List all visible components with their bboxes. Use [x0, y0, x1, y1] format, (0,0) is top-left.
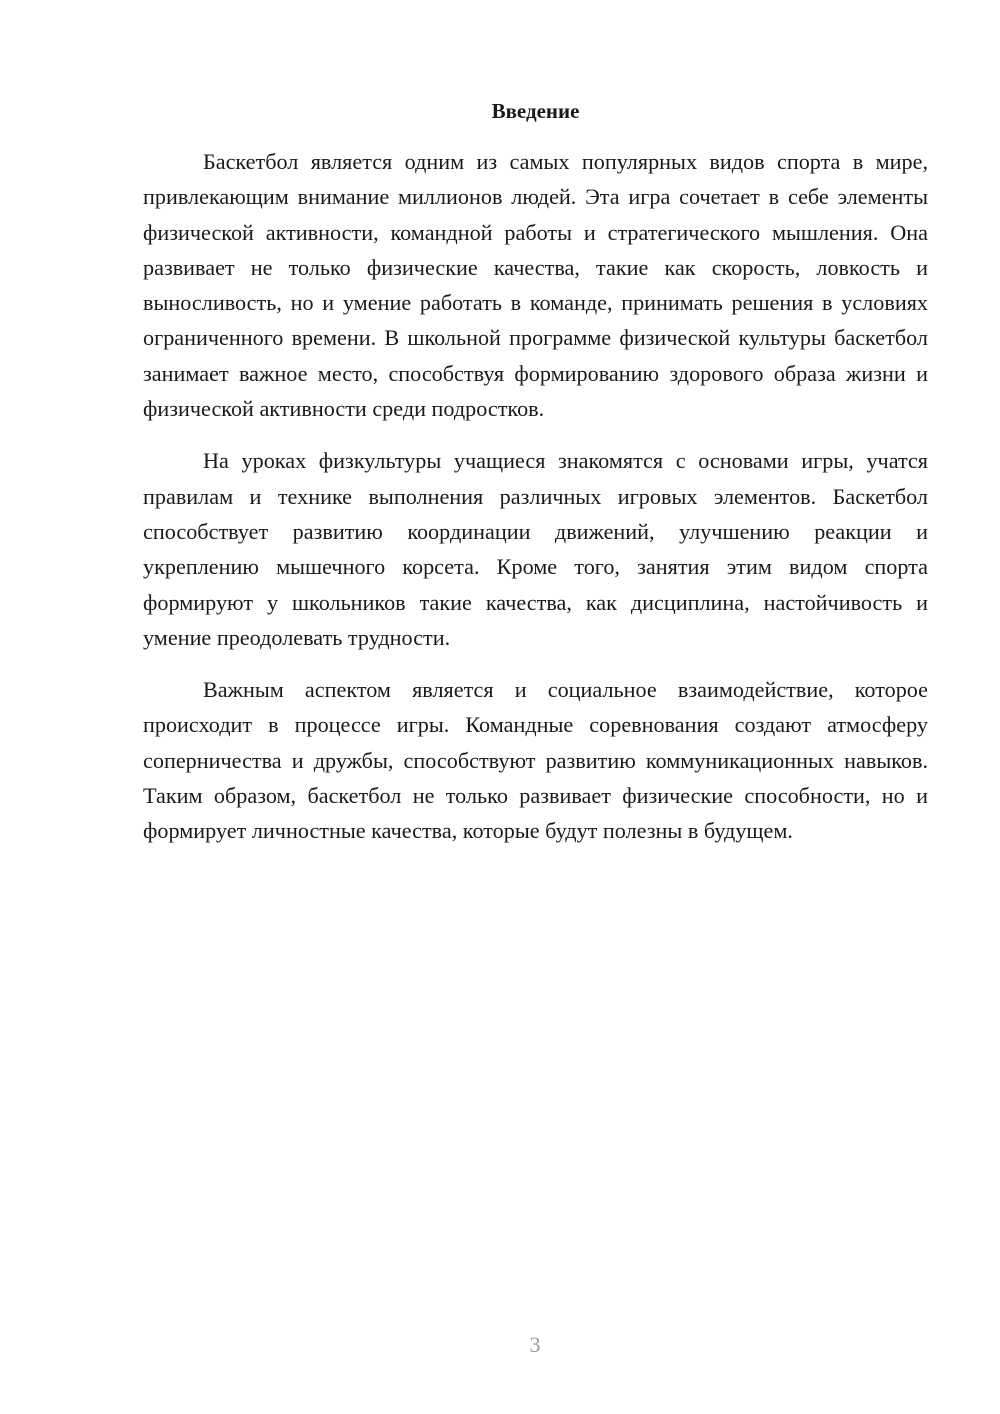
paragraph-2: На уроках физкультуры учащиеся знакомятся с основами игры, учатся правилам и технике выполнения различных игровых элементов. Баскетбол способствует развитию координации движений, улучшению реакции и укреплению мышечного корсета. Кроме того, занятия этим видом спорта формируют у школьников такие качества, как дисциплина, настойчивость и умение преодолевать трудности.: [143, 448, 928, 650]
section-heading: Введение: [491, 99, 580, 123]
page-number: 3: [529, 1332, 541, 1357]
page-content: [143, 96, 928, 849]
paragraph-1: Баскетбол является одним из самых популярных видов спорта в мире, привлекающим внимание миллионов людей. Эта игра сочетает в себе элементы физической активности, командной работы и стратегического мышления. Она развивает не только физические качества, такие как скорость, ловкость и выносливость, но и умение работать в команде, принимать решения в условиях ограниченного времени. В школьной программе физической культуры баскетбол занимает важное место, способствуя формированию здорового образа жизни и физической активности среди подростков.: [143, 149, 928, 422]
paragraph-3: Важным аспектом является и социальное взаимодействие, которое происходит в процессе игры. Командные соревнования создают атмосферу соперничества и дружбы, способствуют развитию коммуникационных навыков. Таким образом, баскетбол не только развивает физические способности, но и формирует личностные качества, которые будут полезны в будущем.: [143, 677, 928, 844]
